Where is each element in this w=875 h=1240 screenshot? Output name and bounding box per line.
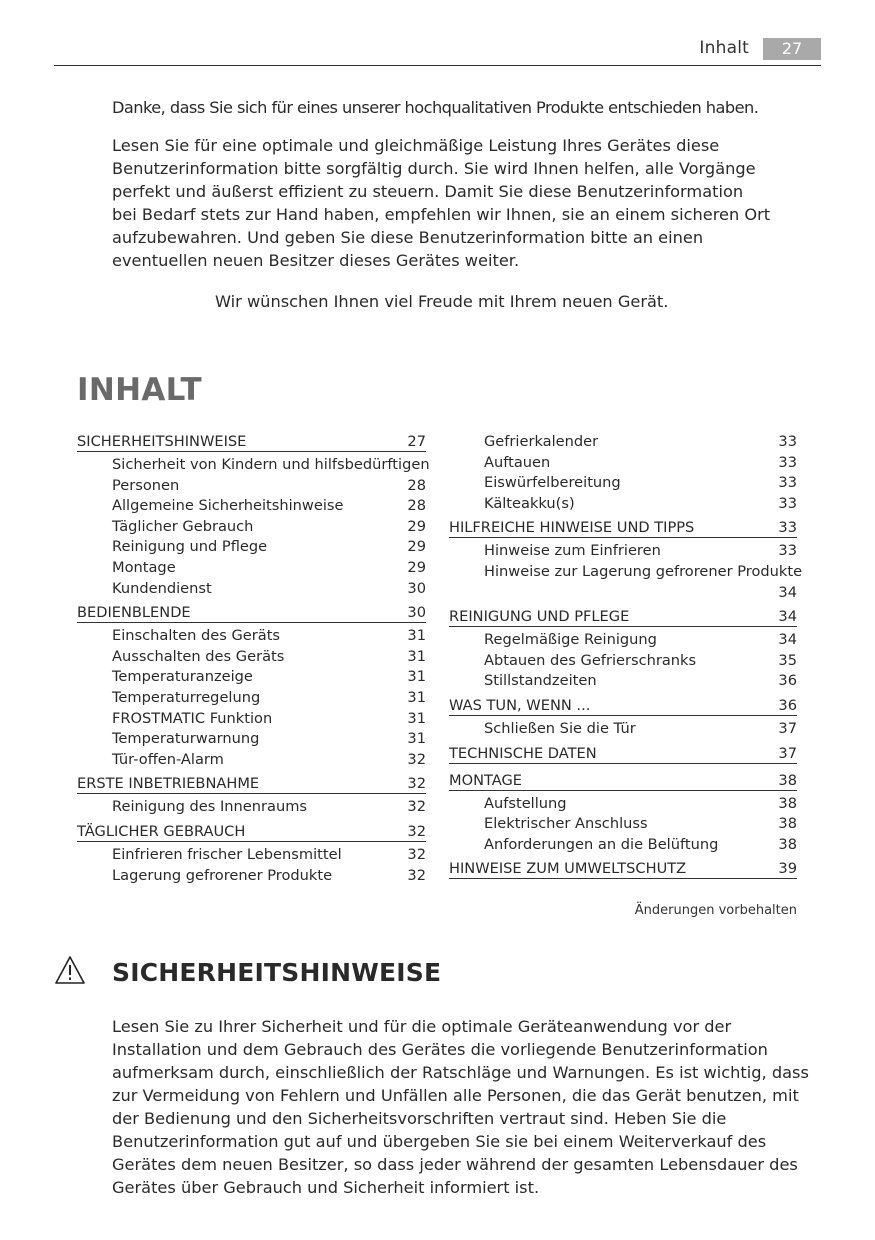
toc-item-title: Reinigung und Pflege: [112, 538, 268, 556]
toc-item[interactable]: [484, 494, 797, 515]
toc-item-page: 34: [778, 583, 797, 601]
toc-item-title: Gefrierkalender: [484, 433, 599, 450]
toc-section-title: WAS TUN, WENN ...: [449, 696, 591, 714]
toc-section-page: 39: [778, 860, 797, 878]
toc-item-title: Montage: [112, 558, 176, 576]
toc-item-title: Elektrischer Anschluss: [484, 815, 648, 833]
toc-item-title-continued: Personen: [112, 476, 180, 494]
toc-item[interactable]: [112, 729, 426, 750]
toc-items: [77, 842, 426, 886]
toc-item-page: 33: [778, 453, 797, 471]
toc-item-page: 35: [778, 651, 797, 669]
intro-paragraph-wish: Wir wünschen Ihnen viel Freude mit Ihrem neuen Gerät.: [215, 292, 669, 311]
toc-section-title: REINIGUNG UND PFLEGE: [449, 608, 630, 626]
toc-item-page: 31: [407, 668, 426, 686]
toc-item[interactable]: [112, 866, 426, 887]
toc-item-title: Reinigung des Innenraums: [112, 798, 308, 816]
toc-item-page: 33: [778, 542, 797, 560]
intro-paragraph-instructions: Lesen Sie für eine optimale und gleichmäßige Leistung Ihres Gerätes diese Benutzerinformation bitte sorgfältig durch. Sie wird Ihnen helfen, alle Vorgänge perfekt und äußerst effizient zu steuern. Damit Sie diese Benutzerinformation bei Bedarf stets zur Hand haben, empfehlen wir Ihnen, sie an einem sicheren Ort aufzubewahren. Und geben Sie diese Benutzerinformation bitte an einen eventuellen neuen Besitzer dieses Gerätes weiter.: [112, 136, 771, 270]
toc-item[interactable]: [112, 558, 426, 579]
toc-item[interactable]: [112, 517, 426, 538]
toc-section-title: BEDIENBLENDE: [77, 604, 191, 622]
toc-item-title: Kälteakku(s): [484, 494, 575, 512]
toc-item[interactable]: [112, 626, 426, 647]
toc-item-title: Temperaturregelung: [112, 688, 261, 706]
toc-item[interactable]: [484, 671, 797, 692]
warning-triangle-icon: [54, 955, 86, 985]
toc-item-page: 31: [407, 709, 426, 727]
toc-item-title: Lagerung gefrorener Produkte: [112, 866, 333, 884]
toc-items: [449, 538, 803, 603]
toc-section-page: 38: [778, 771, 797, 789]
toc-item-title: Tür-offen-Alarm: [112, 750, 224, 768]
toc-section-page: 33: [778, 519, 797, 537]
toc-item-title: Schließen Sie die Tür: [484, 719, 636, 737]
toc-item[interactable]: [112, 667, 426, 688]
toc-item-title: Anforderungen an die Belüftung: [484, 835, 719, 853]
toc-item-title: Hinweise zur Lagerung gefrorener Produkte: [484, 562, 803, 580]
changes-note: Änderungen vorbehalten: [634, 903, 797, 918]
toc-item-page: 32: [407, 798, 426, 816]
toc-section-page: 27: [407, 433, 426, 450]
toc-item-title: Stillstandzeiten: [484, 672, 597, 690]
toc-item-page: 28: [407, 476, 426, 494]
toc-item-title: Regelmäßige Reinigung: [484, 631, 657, 649]
toc-item[interactable]: [112, 455, 430, 496]
toc-section[interactable]: [449, 744, 797, 764]
toc-item-title: Hinweise zum Einfrieren: [484, 542, 661, 560]
toc-item-title: Eiswürfelbereitung: [484, 474, 621, 492]
toc-title: INHALT: [77, 372, 202, 408]
intro-paragraph-thanks: Danke, dass Sie sich für eines unserer hochqualitativen Produkte entschieden haben.: [112, 98, 759, 117]
toc-section-title: HILFREICHE HINWEISE UND TIPPS: [449, 519, 695, 537]
toc-items: [449, 627, 797, 692]
toc-item[interactable]: [484, 453, 797, 474]
toc-item-page: 38: [778, 835, 797, 853]
toc-item-page: 34: [778, 631, 797, 649]
toc-item-page: 32: [407, 750, 426, 768]
toc-item[interactable]: [112, 750, 426, 771]
safety-paragraph: Lesen Sie zu Ihrer Sicherheit und für die optimale Geräteanwendung vor der Installation und dem Gebrauch des Gerätes die vorliegende Benutzerinformation aufmerksam durch, einschließlich der Ratschläge und Warnungen. Es ist wichtig, dass zur Vermeidung von Fehlern und Unfällen alle Personen, die das Gerät benutzen, mit der Bedienung und den Sicherheitsvorschriften vertraut sind. Heben Sie die Benutzerinformation gut auf und übergeben Sie sie bei einem Weiterverkauf des Gerätes dem neuen Besitzer, so dass jeder während der gesamten Lebensdauer des Gerätes über Gebrauch und Sicherheit informiert ist.: [112, 1017, 809, 1197]
toc-item-page: 29: [407, 558, 426, 576]
toc-section[interactable]: [449, 607, 797, 627]
toc-item[interactable]: [484, 473, 797, 494]
toc-item-page: 33: [778, 494, 797, 512]
toc-item-page: 37: [778, 719, 797, 737]
toc-column-left: [77, 432, 430, 886]
toc-item[interactable]: [484, 432, 797, 453]
toc-item[interactable]: [484, 814, 797, 835]
toc-section[interactable]: [449, 859, 797, 879]
toc-item-page: 38: [778, 815, 797, 833]
toc-section[interactable]: [449, 696, 797, 716]
header-label: Inhalt: [699, 38, 749, 58]
toc-item[interactable]: [112, 537, 426, 558]
toc-item-title: Einfrieren frischer Lebensmittel: [112, 845, 342, 863]
toc-section-title: TECHNISCHE DATEN: [449, 744, 597, 762]
page-header: [54, 36, 821, 66]
toc-item-title: Temperaturwarnung: [112, 730, 260, 748]
toc-item-page: 36: [778, 672, 797, 690]
toc-item-title: Auftauen: [484, 453, 551, 471]
safety-heading: SICHERHEITSHINWEISE: [112, 958, 442, 987]
toc-item-page: 32: [407, 845, 426, 863]
toc-item[interactable]: [112, 797, 426, 818]
toc-section-page: 36: [778, 696, 797, 714]
toc-items: [449, 791, 797, 856]
toc-item[interactable]: [484, 794, 797, 815]
toc-item[interactable]: [484, 835, 797, 856]
toc-item-title: Täglicher Gebrauch: [112, 517, 254, 535]
toc-item-title: Kundendienst: [112, 579, 212, 597]
toc-item-title: FROSTMATIC Funktion: [112, 709, 273, 727]
toc-section-page: 37: [778, 744, 797, 762]
toc-section-page: 32: [407, 775, 426, 793]
toc-section[interactable]: [77, 774, 426, 794]
toc-item-title: Ausschalten des Geräts: [112, 647, 285, 665]
toc-item[interactable]: [112, 579, 426, 600]
toc-item-title: Abtauen des Gefrierschranks: [484, 651, 697, 669]
toc-item-page: 29: [407, 538, 426, 556]
page-number: 27: [763, 38, 821, 60]
toc-section-title: TÄGLICHER GEBRAUCH: [77, 822, 246, 840]
toc-section-title: MONTAGE: [449, 771, 523, 789]
toc-item[interactable]: [484, 630, 797, 651]
toc-section[interactable]: [449, 518, 797, 538]
toc-item-page: 30: [407, 579, 426, 597]
toc-items: [77, 794, 426, 818]
toc-item-page: 33: [778, 474, 797, 492]
toc-item-page: 33: [778, 433, 797, 450]
toc-item[interactable]: [484, 562, 803, 603]
toc-section[interactable]: [77, 822, 426, 842]
toc-section[interactable]: [449, 771, 797, 791]
toc-items: [77, 623, 426, 770]
toc-items: [449, 432, 797, 514]
toc-section-page: 32: [407, 822, 426, 840]
toc-section-page: 30: [407, 604, 426, 622]
toc-item-page: 31: [407, 647, 426, 665]
toc-section-page: 34: [778, 608, 797, 626]
toc-item[interactable]: [112, 709, 426, 730]
toc-item[interactable]: [112, 647, 426, 668]
toc-column-right: [449, 432, 803, 879]
toc-item[interactable]: [484, 541, 797, 562]
toc-item-page: 32: [407, 866, 426, 884]
toc-item[interactable]: [112, 845, 426, 866]
toc-item-title: Einschalten des Geräts: [112, 627, 281, 645]
toc-item-page: 31: [407, 627, 426, 645]
toc-section-title: ERSTE INBETRIEBNAHME: [77, 775, 260, 793]
toc-item[interactable]: [112, 496, 426, 517]
toc-item-title: Allgemeine Sicherheitshinweise: [112, 497, 344, 515]
toc-item-page: 31: [407, 688, 426, 706]
toc-section[interactable]: [77, 432, 426, 452]
toc-item[interactable]: [112, 688, 426, 709]
toc-items: [77, 452, 430, 599]
toc-item-title: Temperaturanzeige: [112, 668, 253, 686]
toc-section-title: HINWEISE ZUM UMWELTSCHUTZ: [449, 860, 687, 878]
toc-item-page: 38: [778, 794, 797, 812]
toc-item-title: Aufstellung: [484, 794, 567, 812]
toc-section[interactable]: [77, 603, 426, 623]
toc-section-title: SICHERHEITSHINWEISE: [77, 433, 247, 450]
toc-item-title: Sicherheit von Kindern und hilfsbedürftigen: [112, 456, 430, 473]
toc-item-page: 31: [407, 730, 426, 748]
toc-item[interactable]: [484, 651, 797, 672]
toc-item[interactable]: [484, 719, 797, 740]
toc-item-page: 29: [407, 517, 426, 535]
intro: [112, 96, 772, 287]
toc-items: [449, 716, 797, 740]
toc-item-page: 28: [407, 497, 426, 515]
